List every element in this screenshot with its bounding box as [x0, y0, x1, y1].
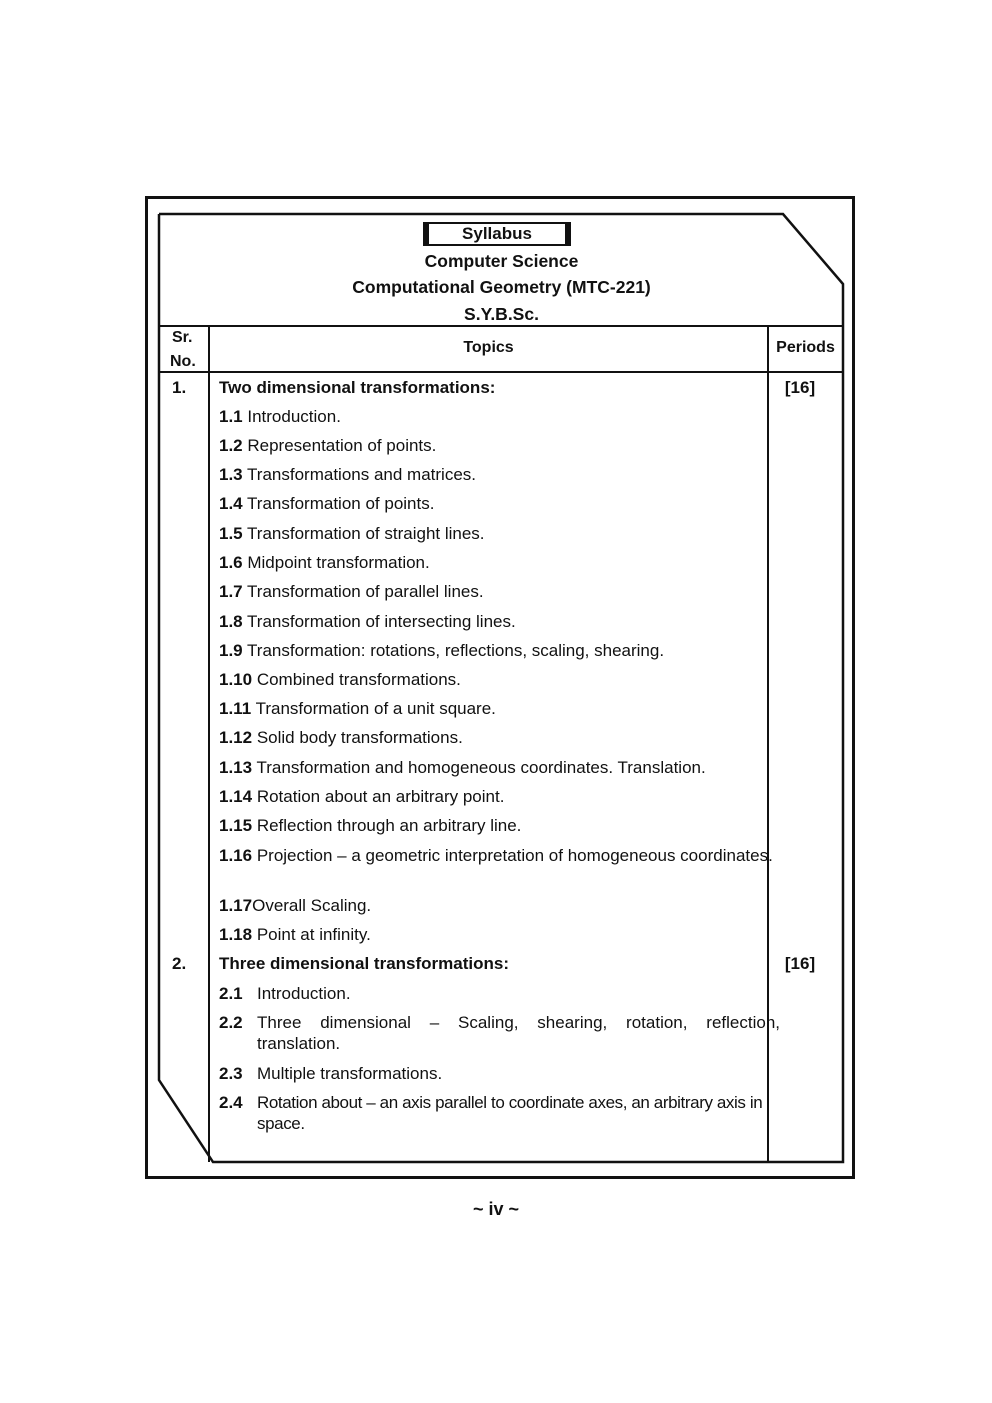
topic-2-2: 2.2 Three dimensional – Scaling, shearing, rotation, reflection, translation.	[219, 1013, 780, 1053]
topic-1-11: 1.11 Transformation of a unit square.	[219, 699, 496, 718]
topic-1-14: 1.14 Rotation about an arbitrary point.	[219, 787, 505, 806]
topic-1-12: 1.12 Solid body transformations.	[219, 728, 463, 747]
sr-header-line1: Sr.	[172, 329, 193, 346]
topic-1-5: 1.5 Transformation of straight lines.	[219, 524, 485, 543]
topic-1-8: 1.8 Transformation of intersecting lines.	[219, 612, 516, 631]
topic-1-9: 1.9 Transformation: rotations, reflections, scaling, shearing.	[219, 641, 665, 660]
topic-1-6: 1.6 Midpoint transformation.	[219, 553, 430, 572]
subject-title: Computer Science	[424, 251, 579, 271]
topic-1-10: 1.10 Combined transformations.	[219, 670, 461, 689]
unit-1-periods: [16]	[784, 378, 816, 397]
topic-1-3: 1.3 Transformations and matrices.	[219, 465, 477, 484]
topic-1-16: 1.16 Projection – a geometric interpretation of homogeneous coordinates.	[219, 846, 773, 865]
topic-2-1: 2.1 Introduction.	[219, 984, 351, 1003]
page-number: ~ iv ~	[472, 1199, 520, 1219]
unit-1-title: Two dimensional transformations:	[219, 378, 496, 397]
topic-1-18: 1.18 Point at infinity.	[219, 925, 371, 944]
unit-2-periods: [16]	[784, 954, 816, 973]
topic-1-2: 1.2 Representation of points.	[219, 436, 437, 455]
syllabus-badge: Syllabus	[423, 222, 571, 246]
topics-header: Topics	[463, 339, 514, 356]
unit-1-sr: 1.	[172, 378, 187, 397]
unit-2-sr: 2.	[172, 954, 187, 973]
sr-header-line2: No.	[170, 353, 196, 370]
unit-2-title: Three dimensional transformations:	[219, 954, 509, 973]
course-title: Computational Geometry (MTC-221)	[352, 277, 651, 297]
topic-2-3: 2.3 Multiple transformations.	[219, 1064, 443, 1083]
topic-1-15: 1.15 Reflection through an arbitrary line.	[219, 816, 522, 835]
topic-1-4: 1.4 Transformation of points.	[219, 494, 435, 513]
topic-1-1: 1.1 Introduction.	[219, 407, 341, 426]
periods-header: Periods	[776, 339, 835, 356]
topic-2-4: 2.4 Rotation about – an axis parallel to coordinate axes, an arbitrary axis in space.	[219, 1093, 763, 1133]
topic-1-13: 1.13 Transformation and homogeneous coordinates. Translation.	[219, 758, 706, 777]
class-title: S.Y.B.Sc.	[464, 304, 539, 324]
topic-1-17: 1.17Overall Scaling.	[219, 896, 372, 915]
topic-1-7: 1.7 Transformation of parallel lines.	[219, 582, 484, 601]
